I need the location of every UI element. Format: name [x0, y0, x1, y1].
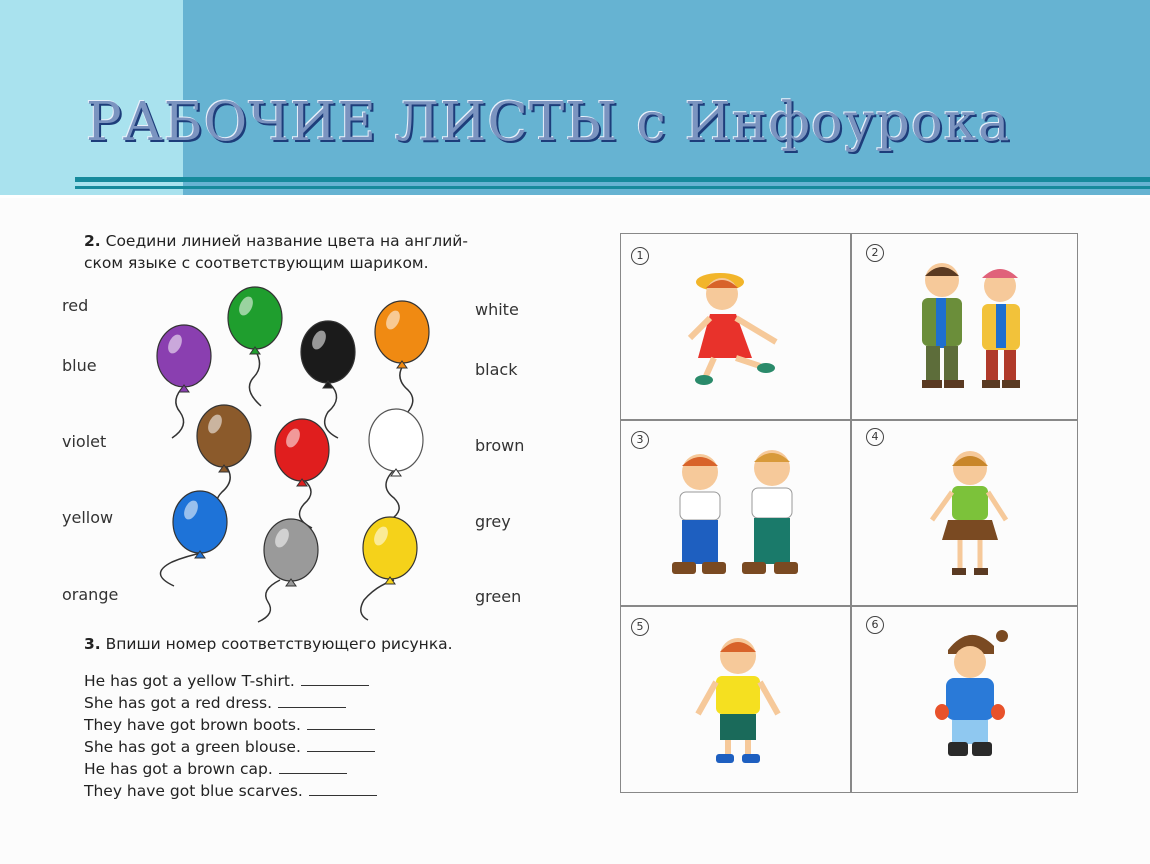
- sentence-row: [84, 782, 377, 800]
- picture-number: 4: [866, 428, 884, 446]
- color-word-right: green: [475, 587, 522, 606]
- picture-number: 1: [631, 247, 649, 265]
- balloon-grey: [258, 519, 318, 622]
- girl-green-blouse-figure: [926, 444, 1010, 580]
- color-word-right: white: [475, 300, 519, 319]
- task2-line2: ском языке с соответствующим шариком.: [84, 254, 429, 272]
- sentence-text: He has got a brown cap.: [84, 760, 273, 778]
- balloon-green: [228, 287, 282, 406]
- balloon-red: [275, 419, 329, 528]
- picture-number: 5: [631, 618, 649, 636]
- girl-red-dress-figure: [680, 262, 790, 392]
- sentence-text: They have got blue scarves.: [84, 782, 303, 800]
- color-word-right: brown: [475, 436, 525, 455]
- sentence-row: [84, 738, 375, 756]
- sentence-row: [84, 672, 369, 690]
- sentence-text: She has got a green blouse.: [84, 738, 301, 756]
- sentence-text: He has got a yellow T-shirt.: [84, 672, 295, 690]
- two-boys-brown-boots-figure: [662, 444, 812, 580]
- color-word-left: blue: [62, 356, 97, 375]
- answer-blank[interactable]: [307, 751, 375, 752]
- color-word-left: yellow: [62, 508, 114, 527]
- answer-blank[interactable]: [278, 707, 346, 708]
- balloon-orange: [375, 301, 429, 418]
- answer-blank[interactable]: [301, 685, 369, 686]
- task2-number: 2.: [84, 232, 101, 250]
- two-children-scarves-figure: [912, 258, 1042, 398]
- boy-yellow-tshirt-figure: [690, 632, 786, 768]
- grid-divider: [620, 419, 1078, 421]
- answer-blank[interactable]: [279, 773, 347, 774]
- sentence-row: [84, 760, 347, 778]
- sentence-row: [84, 694, 346, 712]
- answer-blank[interactable]: [309, 795, 377, 796]
- color-word-left: violet: [62, 432, 107, 451]
- grid-divider: [850, 233, 852, 792]
- sentence-text: She has got a red dress.: [84, 694, 273, 712]
- sentence-row: [84, 716, 375, 734]
- task3-instruction: Впиши номер соответствующего рисунка.: [105, 635, 453, 653]
- boy-brown-cap-figure: [928, 624, 1012, 764]
- balloon-yellow: [361, 517, 417, 620]
- task2-instruction: Соедини линией название цвета на англий-: [105, 232, 468, 250]
- color-word-right: black: [475, 360, 518, 379]
- picture-number: 6: [866, 616, 884, 634]
- color-word-left: red: [62, 296, 89, 315]
- balloon-blue: [160, 491, 227, 586]
- picture-number: 3: [631, 431, 649, 449]
- grid-divider: [620, 605, 1078, 607]
- color-word-left: orange: [62, 585, 119, 604]
- color-word-right: grey: [475, 512, 511, 531]
- task3-line: [84, 632, 453, 656]
- task3-number: 3.: [84, 635, 101, 653]
- balloon-white: [369, 409, 423, 520]
- sentence-text: They have got brown boots.: [84, 716, 301, 734]
- slide-title: РАБОЧИЕ ЛИСТЫ с Инфоурока: [86, 92, 1011, 153]
- picture-number: 2: [866, 244, 884, 262]
- answer-blank[interactable]: [307, 729, 375, 730]
